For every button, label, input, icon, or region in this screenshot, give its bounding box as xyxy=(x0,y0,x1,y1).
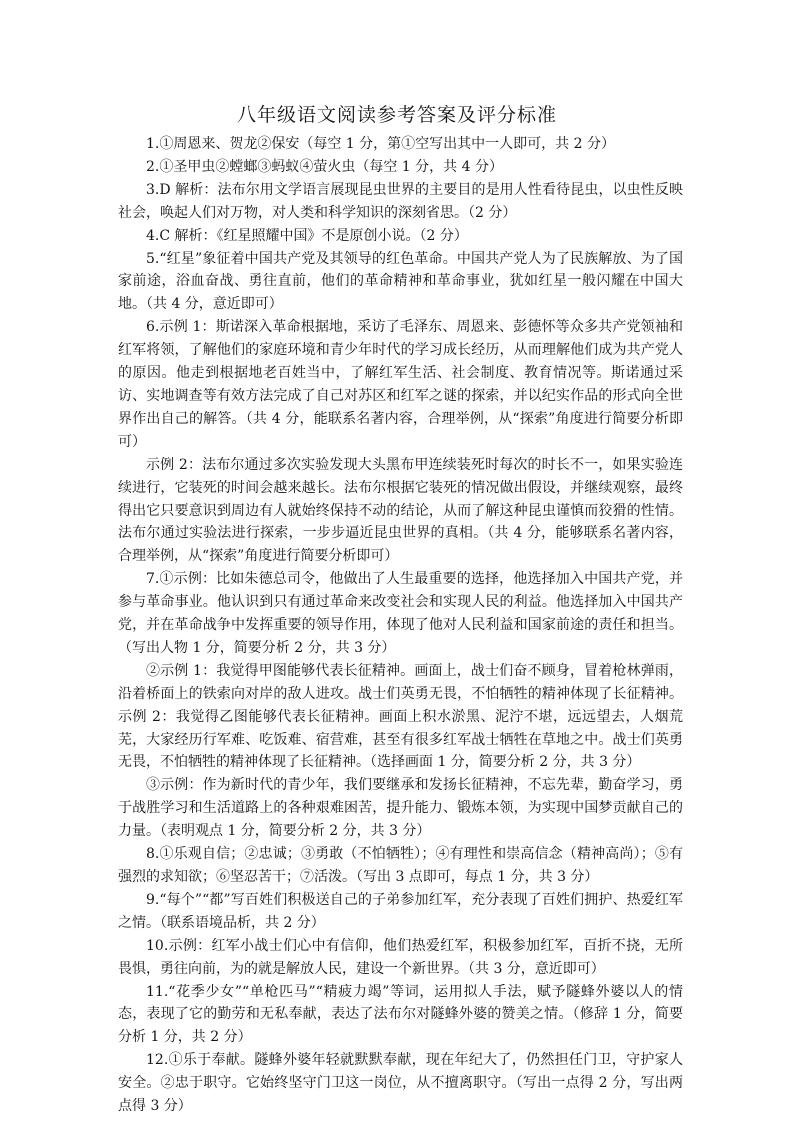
answer-3: 3.D 解析：法布尔用文学语言展现昆虫世界的主要目的是用人性看待昆虫，以虫性反映社会，唤起人们对万物，对人类和科学知识的深刻省思。（2 分） xyxy=(118,181,683,221)
answer-10: 10.示例：红军小战士们心中有信仰，他们热爱红军，积极参加红军，百折不挠，无所畏惧，勇往向前，为的就是解放人民，建设一个新世界。（共 3 分，意近即可） xyxy=(118,937,683,977)
answer-8: 8.①乐观自信；②忠诚；③勇敢（不怕牺牲）；④有理性和崇高信念（精神高尚）；⑤有强烈的求知欲；⑥坚忍苦干；⑦活泼。（写出 3 点即可，每点 1 分，共 3 分） xyxy=(118,846,683,885)
answer-7-part-2: ②示例 1：我觉得甲图能够代表长征精神。画面上，战士们奋不顾身，冒着枪林弹雨，沿着桥面上的铁索向对岸的敌人进攻。战士们英勇无畏，不怕牺牲的精神体现了长征精神。示例 2：我觉得乙图能够代表长征精神。画面上积水淤黑、泥泞不堪，远远望去，人烟荒芜，大家经历行军难、吃饭难、宿营难，甚至有很多红军战士牺牲在草地之中。战士们英勇无畏，不怕牺牲的精神体现了长征精神。（选择画面 1 分，简要分析 2 分，共 3 分） xyxy=(118,662,683,771)
answer-4: 4.C 解析：《红星照耀中国》不是原创小说。（2 分） xyxy=(146,227,468,244)
answer-7-part-1: 7.①示例：比如朱德总司令，他做出了人生最重要的选择，他选择加入中国共产党，并参与革命事业。他认识到只有通过革命来改变社会和实现人民的利益。他选择加入中国共产党，并在革命战争中发挥重要的领导作用，体现了他对人民利益和国家前途的责任和担当。（写出人物 1 分，简要分析 2 分，共 3 分） xyxy=(118,571,683,656)
answer-5: 5.“红星”象征着中国共产党及其领导的红色革命。中国共产党人为了民族解放、为了国家前途，浴血奋战、勇往直前，他们的革命精神和革命事业，犹如红星一般闪耀在中国大地。（共 4 分，意近即可） xyxy=(118,250,683,313)
answer-body xyxy=(118,133,683,1118)
answer-1: 1.①周恩来、贺龙②保安（每空 1 分，第①空写出其中一人即可，共 2 分） xyxy=(146,136,615,152)
answer-11: 11.“花季少女”“单枪匹马”“精疲力竭”等词，运用拟人手法，赋予隧蜂外婆以人的情态，表现了它的勤劳和无私奉献，表达了法布尔对隧蜂外婆的赞美之情。（修辞 1 分，简要分析 1 分，共 2 分） xyxy=(118,983,683,1046)
answer-12: 12.①乐于奉献。隧蜂外婆年轻就默默奉献，现在年纪大了，仍然担任门卫，守护家人安全。②忠于职守。它始终坚守门卫这一岗位，从不擅离职守。（写出一点得 2 分，写出两点得 3 分） xyxy=(118,1052,683,1115)
answer-6-example-1: 6.示例 1：斯诺深入革命根据地，采访了毛泽东、周恩来、彭德怀等众多共产党领袖和红军将领，了解他们的家庭环境和青少年时代的学习成长经历，从而理解他们成为共产党人的原因。他走到根据地老百姓当中，了解红军生活、社会制度、教育情况等。斯诺通过采访、实地调查等有效方法完成了自己对苏区和红军之谜的探索，并以纪实作品的形式向全世界作出自己的解答。（共 4 分，能联系名著内容，合理举例，从“探索”角度进行简要分析即可） xyxy=(118,319,683,450)
answer-2: 2.①圣甲虫②螳螂③蚂蚁④萤火虫（每空 1 分，共 4 分） xyxy=(146,158,503,175)
answer-9: 9.“每个”“都”写百姓们积极送自己的子弟参加红军，充分表现了百姓们拥护、热爱红军之情。（联系语境品析，共 2 分） xyxy=(118,891,683,931)
answer-7-part-3: ③示例：作为新时代的青少年，我们要继承和发扬长征精神，不忘先辈，勤奋学习，勇于战胜学习和生活道路上的各种艰难困苦，提升能力、锻炼本领，为实现中国梦贡献自己的力量。（表明观点 1 分，简要分析 2 分，共 3 分） xyxy=(118,777,683,840)
answer-6-example-2: 示例 2：法布尔通过多次实验发现大头黑布甲连续装死时每次的时长不一，如果实验连续进行，它装死的时间会越来越长。法布尔根据它装死的情况做出假设，并继续观察，最终得出它只要意识到周边有人就始终保持不动的结论，从而了解这种昆虫谨慎而狡猾的性情。法布尔通过实验法进行探索，一步步逼近昆虫世界的真相。（共 4 分，能够联系名著内容，合理举例，从“探索”角度进行简要分析即可） xyxy=(118,456,683,565)
page-title: 八年级语文阅读参考答案及评分标准 xyxy=(236,104,557,126)
